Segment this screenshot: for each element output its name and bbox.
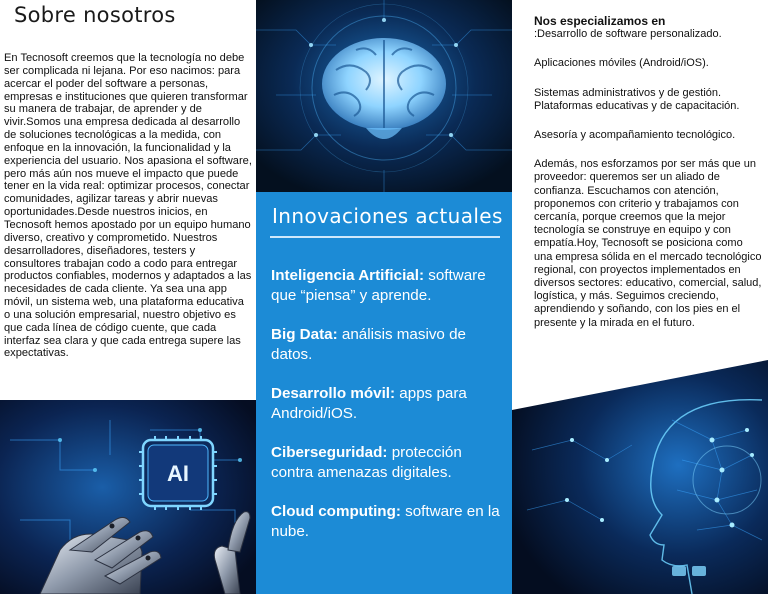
innovation-desc: apps para Android/iOS.	[271, 385, 467, 422]
innovation-desc: análisis masivo de datos.	[271, 326, 466, 363]
innovation-item-ai	[271, 266, 503, 305]
ai-chip-label: AI	[167, 461, 189, 486]
innovation-item-mobile	[271, 384, 503, 423]
robot-hand-ai-svg	[0, 400, 256, 594]
innovations-list	[271, 266, 503, 561]
digital-brain-image	[256, 0, 512, 192]
innovation-term: Ciberseguridad:	[271, 444, 388, 461]
about-body	[4, 52, 252, 360]
innovation-desc: software que “piensa” y aprende.	[271, 267, 486, 304]
innovation-desc: protección contra amenazas digitales.	[271, 444, 462, 481]
innovations-title-box	[256, 192, 512, 238]
middle-panel	[256, 0, 512, 594]
innovation-term: Inteligencia Artificial:	[271, 267, 425, 284]
innovation-item-bigdata	[271, 325, 503, 364]
robot-hand-ai-image	[0, 400, 256, 594]
specialties-text	[534, 15, 764, 330]
about-paragraph: En Tecnosoft creemos que la tecnología no debe ser complicada ni lejana. Por eso nacimos: para acercar el poder del software a personas, empresas e instituciones que quieren transformar su manera de trabajar, de aprender y de vivir.Somos una empresa dedicada al desarrollo de soluciones tecnológicas a la medida, con enfoque en la innovación, la funcionalidad y la experiencia del usuario. Nos apasiona el software, pero más aún nos mueve el impacto que puede tener en la vida real: optimizar procesos, conectar comunidades, agilizar tareas y abrir nuevas oportunidades.Desde nuestros inicios, en Tecnosoft hemos apostado por un equipo humano diverso, creativo y comprometido. Nuestros desarrolladores, diseñadores, testers y consultores trabajan codo a codo para entregar productos confiables, modernos y adaptados a las necesidades de cada cliente. Ya sea una app móvil, un sistema web, una plataforma educativa o una solución empresarial, nuestro objetivo es que cada línea de código cuente, que cada interfaz sea clara y que cada entrega supere las expectativas.	[4, 52, 252, 360]
specialties-heading: Nos especializamos en	[534, 14, 666, 28]
closing-paragraph: Además, nos esforzamos por ser más que un proveedor: queremos ser un aliado de confianza. Escuchamos con atención, proponemos con criterio y trabajamos con cercanía, porque creemos que la mejor tecnología se construye en equipo y con empatía.Hoy, Tecnosoft se posiciona como una empresa sólida en el mercado tecnológico regional, con proyectos implementados en diversos sectores: educativo, comercial, salud, logística, y más. Seguimos creciendo, aprendiendo y soñando, con los pies en el presente y la mirada en el futuro.	[534, 158, 762, 329]
left-title: Sobre nosotros	[14, 3, 176, 27]
specialty-admin-systems: Sistemas administrativos y de gestión. Plataformas educativas y de capacitación.	[534, 86, 740, 112]
digital-brain-svg	[256, 0, 512, 192]
innovation-desc: software en la nube.	[271, 503, 500, 540]
specialty-consulting: Asesoría y acompañamiento tecnológico.	[534, 129, 736, 142]
innovation-item-cloud	[271, 502, 503, 541]
left-panel	[0, 0, 256, 594]
title-underline	[270, 236, 500, 238]
specialty-mobile-apps: Aplicaciones móviles (Android/iOS).	[534, 57, 709, 70]
digital-head-svg	[512, 340, 768, 594]
innovation-item-security	[271, 443, 503, 482]
innovation-term: Big Data:	[271, 326, 338, 343]
innovation-term: Cloud computing:	[271, 503, 401, 520]
right-panel	[512, 0, 768, 594]
left-title-box	[0, 0, 190, 34]
innovation-term: Desarrollo móvil:	[271, 385, 396, 402]
innovations-title: Innovaciones actuales	[272, 204, 503, 228]
digital-head-image	[512, 340, 768, 594]
specialty-custom-software: :Desarrollo de software personalizado.	[534, 28, 722, 41]
